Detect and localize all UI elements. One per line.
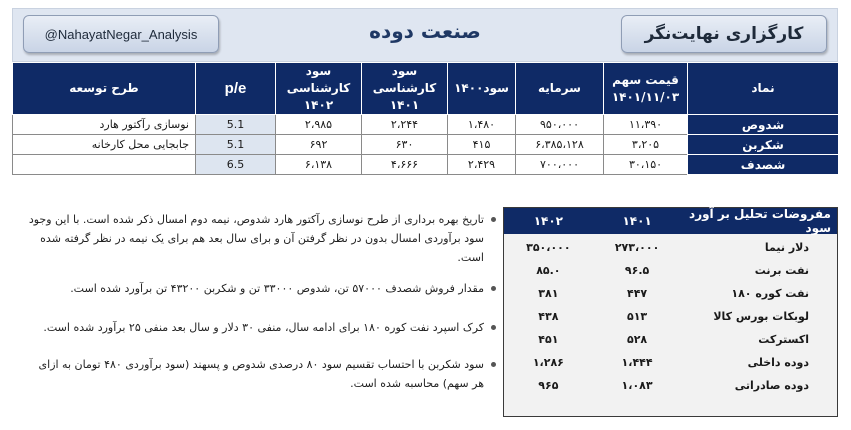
assumption-row bbox=[504, 236, 837, 259]
stocks-table bbox=[12, 62, 839, 175]
assumption-row bbox=[504, 282, 837, 305]
cell-capital: ۹۵۰،۰۰۰ bbox=[516, 115, 604, 135]
cell-symbol: شکربن bbox=[688, 135, 839, 155]
assumption-row bbox=[504, 328, 837, 351]
cell-symbol: شصدف bbox=[688, 155, 839, 175]
assumption-label: اکسترکت bbox=[758, 333, 809, 346]
cell-capital: ۶،۳۸۵،۱۲۸ bbox=[516, 135, 604, 155]
assumption-row bbox=[504, 374, 837, 397]
assumption-value-1402: ۳۸۱ bbox=[538, 287, 559, 300]
note-item: سود شکربن با احتساب تقسیم سود ۸۰ درصدی شدوص و پسهند (سود برآوردی ۴۸۰ تومان به ازای هر سهم) محاسبه شده است. bbox=[28, 355, 496, 393]
assumption-value-1401: ۲۷۳،۰۰۰ bbox=[614, 241, 660, 254]
cell-profit-1401: ۶۳۰ bbox=[362, 135, 448, 155]
cell-profit-1402: ۶،۱۳۸ bbox=[276, 155, 362, 175]
col-header-plan: طرح توسعه bbox=[13, 63, 196, 115]
cell-profit-1402: ۲،۹۸۵ bbox=[276, 115, 362, 135]
assumptions-header bbox=[504, 208, 837, 234]
year-header-1402: ۱۴۰۲ bbox=[533, 214, 563, 228]
assumption-label: دوده صادراتی bbox=[734, 379, 809, 392]
table-header-row bbox=[13, 63, 839, 115]
assumptions-title: مفروضات تحلیل بر آورد سود bbox=[689, 207, 831, 235]
note-item: تاریخ بهره برداری از طرح نوسازی رآکتور هارد شدوص، نیمه دوم امسال ذکر شده است. با این وجود سود برآوردی امسال بدون در نظر گرفتن آن و برای سال بعد هم برای یک نیمه در نظر گرفته شده است. bbox=[28, 210, 496, 267]
assumption-value-1402: ۱،۲۸۶ bbox=[532, 356, 564, 369]
assumption-value-1401: ۹۶.۵ bbox=[624, 264, 650, 277]
cell-plan: نوسازی رآکتور هارد bbox=[13, 115, 196, 135]
year-header-1401: ۱۴۰۱ bbox=[622, 214, 652, 228]
assumption-label: لوبکات بورس کالا bbox=[713, 310, 809, 323]
note-item: مقدار فروش شصدف ۵۷۰۰۰ تن، شدوص ۳۳۰۰۰ تن و شکربن ۴۳۲۰۰ تن برآورد شده است. bbox=[28, 279, 496, 298]
cell-profit-1400: ۴۱۵ bbox=[448, 135, 516, 155]
cell-pe: 5.1 bbox=[196, 115, 276, 135]
assumption-label: دوده داخلی bbox=[747, 356, 809, 369]
col-header-symbol: نماد bbox=[688, 63, 839, 115]
assumption-value-1402: ۴۳۸ bbox=[538, 310, 559, 323]
cell-plan bbox=[13, 155, 196, 175]
cell-pe: 6.5 bbox=[196, 155, 276, 175]
assumptions-table bbox=[503, 207, 838, 417]
cell-profit-1402: ۶۹۲ bbox=[276, 135, 362, 155]
table-row bbox=[13, 115, 839, 135]
cell-price: ۳۰،۱۵۰ bbox=[604, 155, 688, 175]
cell-profit-1400: ۲،۴۲۹ bbox=[448, 155, 516, 175]
col-header-capital: سرمایه bbox=[516, 63, 604, 115]
col-header-profit-1402: سود کارشناسی ۱۴۰۲ bbox=[276, 63, 362, 115]
assumption-label: نفت برنت bbox=[754, 264, 809, 277]
cell-capital: ۷۰۰،۰۰۰ bbox=[516, 155, 604, 175]
col-header-price: قیمت سهم ۱۴۰۱/۱۱/۰۳ bbox=[604, 63, 688, 115]
cell-price: ۳،۲۰۵ bbox=[604, 135, 688, 155]
assumption-value-1402: ۸۵.۰ bbox=[536, 264, 561, 277]
table-row bbox=[13, 155, 839, 175]
assumption-value-1402: ۳۵۰،۰۰۰ bbox=[526, 241, 571, 254]
notes-list bbox=[28, 210, 496, 403]
assumption-label: نفت کوره ۱۸۰ bbox=[731, 287, 809, 300]
channel-handle: @NahayatNegar_Analysis bbox=[44, 26, 198, 42]
assumption-row bbox=[504, 259, 837, 282]
assumption-value-1401: ۱،۰۸۳ bbox=[621, 379, 653, 392]
assumption-value-1402: ۴۵۱ bbox=[538, 333, 559, 346]
col-header-profit-1401: سود کارشناسی ۱۴۰۱ bbox=[362, 63, 448, 115]
assumption-row bbox=[504, 305, 837, 328]
cell-profit-1401: ۲،۲۴۴ bbox=[362, 115, 448, 135]
cell-plan: جابجایی محل کارخانه bbox=[13, 135, 196, 155]
header-band bbox=[12, 8, 838, 62]
page-title: صنعت دوده bbox=[369, 19, 481, 43]
assumption-value-1401: ۵۲۸ bbox=[626, 333, 648, 346]
assumption-value-1401: ۱،۴۴۴ bbox=[621, 356, 653, 369]
assumption-value-1402: ۹۶۵ bbox=[538, 379, 559, 392]
col-header-profit-1400: سود۱۴۰۰ bbox=[448, 63, 516, 115]
assumption-label: دلار نیما bbox=[764, 241, 809, 254]
assumption-value-1401: ۵۱۳ bbox=[626, 310, 648, 323]
cell-symbol: شدوص bbox=[688, 115, 839, 135]
brand-name: کارگزاری نهایت‌نگر bbox=[644, 24, 804, 44]
table-row bbox=[13, 135, 839, 155]
channel-handle-box bbox=[23, 15, 219, 53]
assumption-value-1401: ۴۴۷ bbox=[626, 287, 648, 300]
cell-profit-1400: ۱،۴۸۰ bbox=[448, 115, 516, 135]
cell-profit-1401: ۴،۶۶۶ bbox=[362, 155, 448, 175]
cell-pe: 5.1 bbox=[196, 135, 276, 155]
note-item: کرک اسپرد نفت کوره ۱۸۰ برای ادامه سال، منفی ۳۰ دلار و سال بعد منفی ۲۵ برآورد شده است. bbox=[28, 318, 496, 337]
cell-price: ۱۱،۳۹۰ bbox=[604, 115, 688, 135]
assumption-row bbox=[504, 351, 837, 374]
col-header-pe: p/e bbox=[196, 63, 276, 115]
